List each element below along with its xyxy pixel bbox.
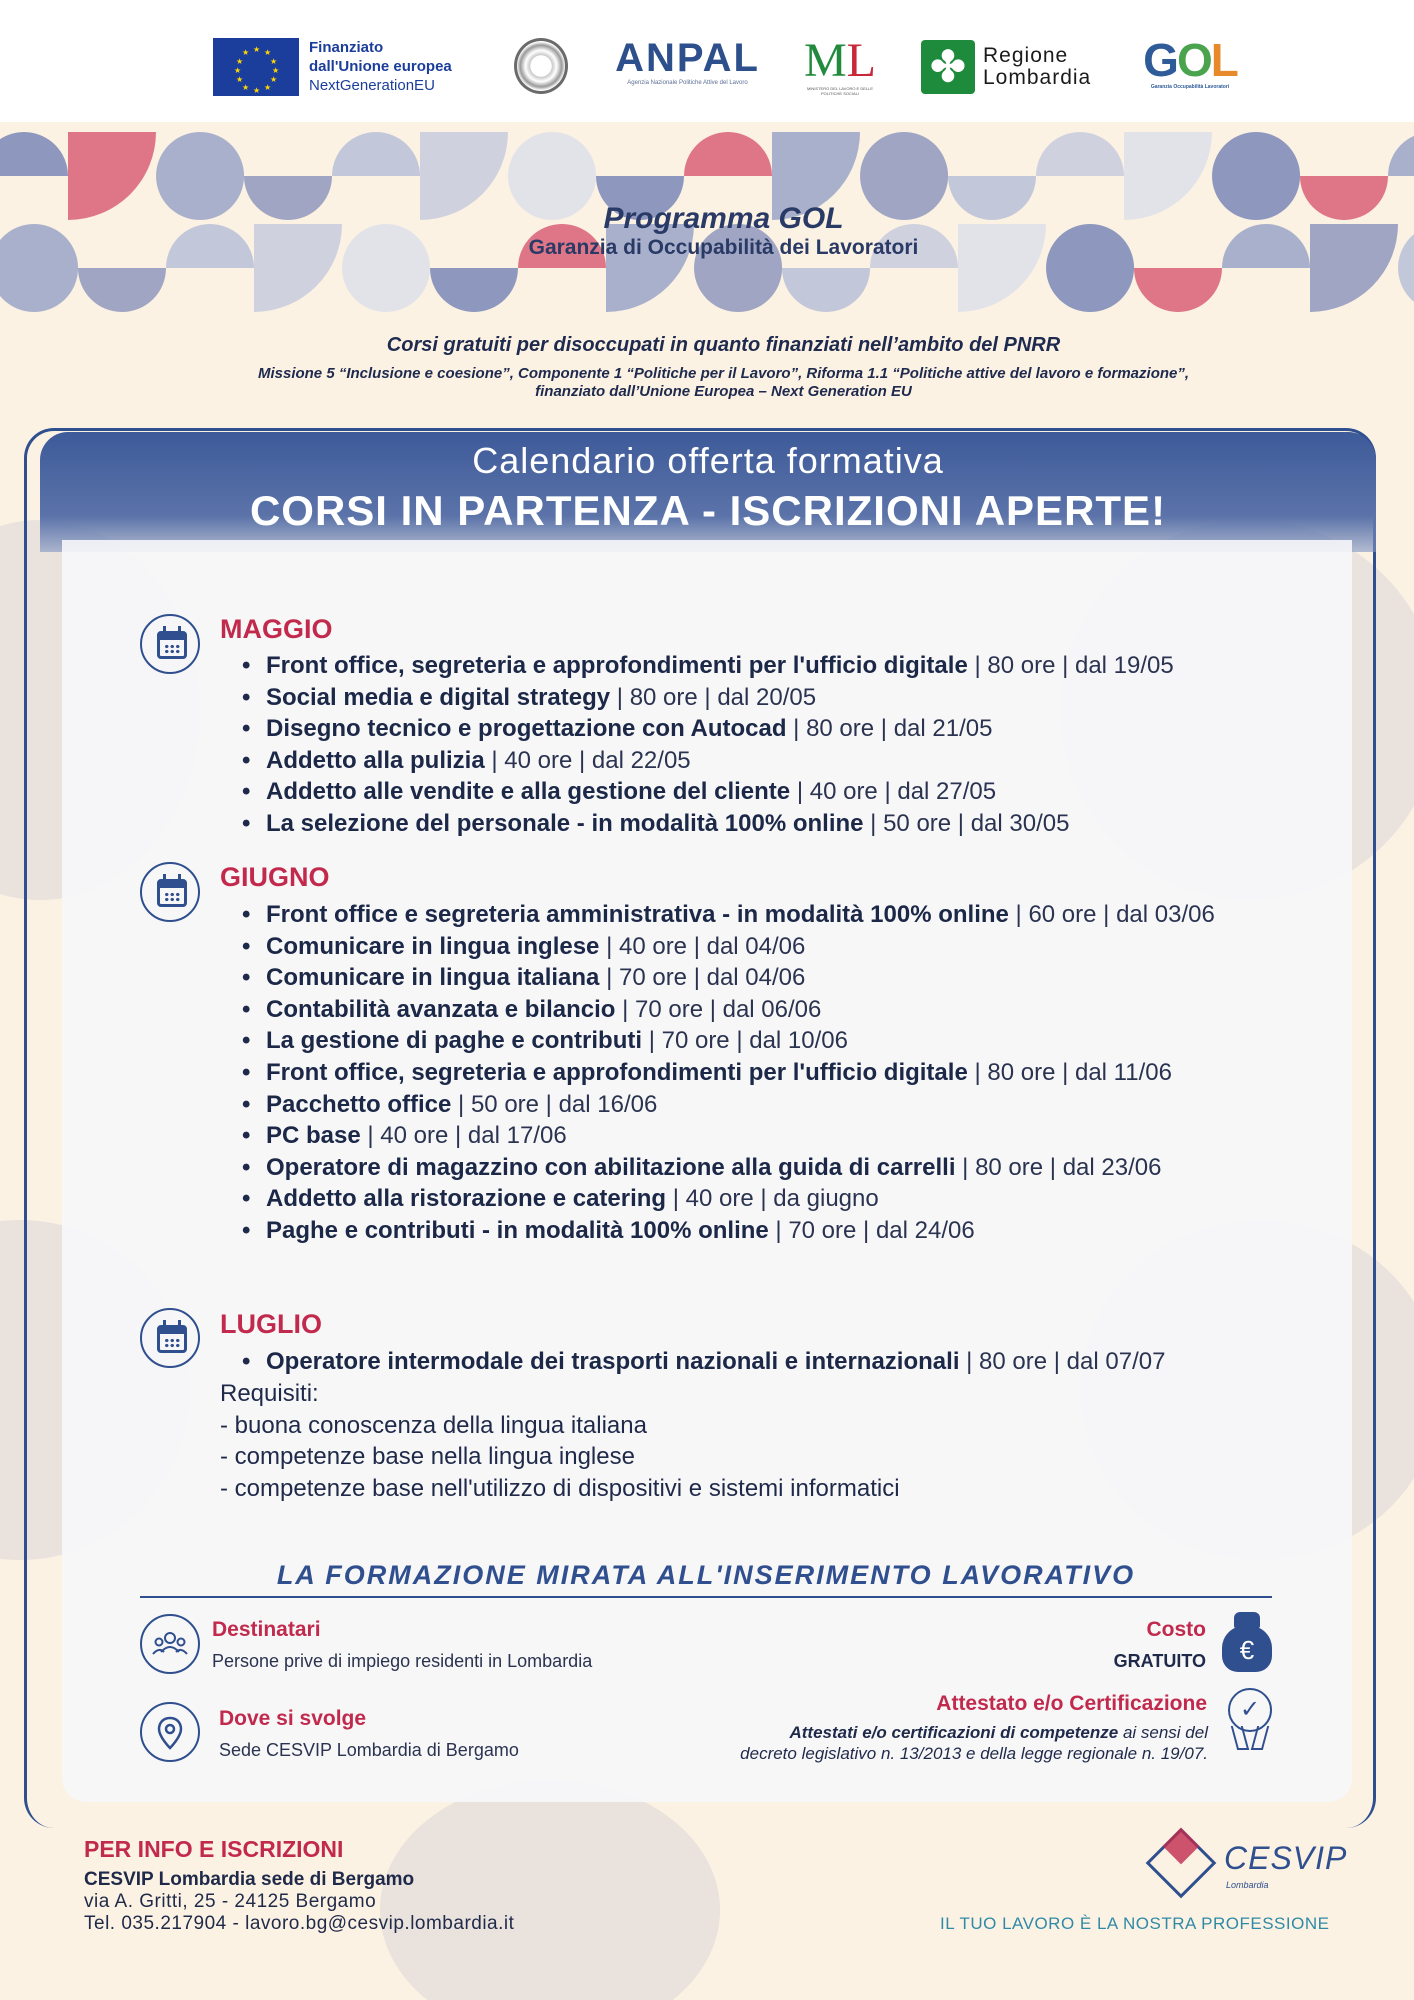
course-item [242, 994, 1272, 1026]
course-meta: | 70 ore | dal 06/06 [615, 995, 822, 1023]
pattern-shape [0, 132, 68, 176]
course-item [242, 808, 1272, 840]
banner-main: CORSI IN PARTENZA - ISCRIZIONI APERTE! [249, 487, 1167, 534]
course-item [242, 899, 1272, 931]
people-icon [140, 1614, 200, 1674]
course-item [242, 1346, 1272, 1378]
course-name: Disegno tecnico e progettazione con Autocad [266, 715, 787, 743]
banner-top: Calendario offerta formativa [472, 440, 944, 481]
regione-lombardia-logo [921, 40, 1091, 94]
pattern-shape [430, 268, 518, 312]
divider [140, 1596, 1272, 1598]
course-item [242, 1025, 1272, 1057]
course-item [242, 682, 1272, 714]
course-meta: | 40 ore | dal 17/06 [360, 1122, 567, 1150]
attestato-rest: ai sensi del [1118, 1723, 1208, 1742]
course-item [242, 650, 1272, 682]
eu-logo [213, 38, 452, 96]
costo-label: Costo [1146, 1618, 1206, 1641]
location-pin-icon [140, 1702, 200, 1762]
gol-l: L [1210, 34, 1237, 86]
eu-line1: Finanziato [309, 39, 384, 56]
anpal-logo [605, 36, 770, 96]
ministry-tagline: MINISTERO DEL LAVORO E DELLE POLITICHE SOCIALI [806, 86, 874, 96]
lombardia-text [983, 45, 1091, 89]
course-meta: | 80 ore | dal 20/05 [610, 683, 817, 711]
eu-flag-icon: ★ ★ ★ ★ ★ ★ ★ ★ ★ ★ ★ ★ [213, 38, 299, 96]
ministry-logo [800, 36, 880, 98]
gol-mark [1140, 36, 1240, 84]
costo-text: GRATUITO [1113, 1651, 1206, 1671]
course-meta: | 40 ore | dal 22/05 [484, 746, 691, 774]
gol-logo [1140, 36, 1240, 96]
course-name: Front office, segreteria e approfondimenti per l'ufficio digitale [266, 652, 968, 679]
calendar-icon [140, 614, 200, 674]
lombardia-rose-icon: ✤ [921, 40, 975, 94]
course-name: Front office, segreteria e approfondimenti per l'ufficio digitale [266, 1058, 968, 1086]
dove-text: Sede CESVIP Lombardia di Bergamo [219, 1740, 519, 1760]
course-meta: | 40 ore | da giugno [666, 1185, 879, 1213]
gol-g: G [1143, 34, 1177, 86]
dove-label: Dove si svolge [219, 1707, 367, 1730]
attestato-line2: decreto legislativo n. 13/2013 e della legge regionale n. 19/07. [740, 1744, 1208, 1763]
course-meta: | 40 ore | dal 27/05 [790, 778, 997, 806]
course-list-maggio [242, 650, 1272, 840]
pattern-shape [782, 268, 870, 312]
eu-line2: dall'Unione europea [309, 58, 452, 75]
course-name: Operatore intermodale dei trasporti nazionali e internazionali [266, 1348, 960, 1375]
eu-logo-text [309, 38, 452, 95]
course-name: Addetto alla pulizia [266, 746, 485, 774]
course-item [242, 1089, 1272, 1121]
course-list-giugno [242, 899, 1272, 1247]
course-item [242, 776, 1272, 808]
course-name: Front office e segreteria amministrativa - in modalità 100% online [266, 901, 1009, 928]
logo-bar [0, 0, 1414, 122]
course-item [242, 1057, 1272, 1089]
intro-sub [150, 365, 1297, 401]
course-name: Social media e digital strategy [266, 683, 611, 711]
ministry-mark-right: L [846, 34, 876, 87]
course-name: Operatore di magazzino con abilitazione alla guida di carrelli [266, 1153, 956, 1181]
calendar-icon [140, 862, 200, 922]
pattern-shape [1134, 268, 1222, 312]
badge-check: ✓ [1228, 1688, 1272, 1732]
course-meta: | 50 ore | dal 16/06 [451, 1090, 658, 1118]
certificate-badge-icon [1226, 1688, 1276, 1754]
money-bag-body: € [1222, 1626, 1272, 1672]
gol-o: O [1176, 34, 1211, 86]
italian-emblem-icon [514, 38, 568, 94]
course-name: Addetto alle vendite e alla gestione del cliente [266, 778, 791, 806]
slogan: IL TUO LAVORO È LA NOSTRA PROFESSIONE [940, 1914, 1330, 1933]
course-name: PC base [266, 1122, 361, 1150]
course-meta: | 70 ore | dal 04/06 [599, 964, 806, 992]
calendar-icon [140, 1308, 200, 1368]
destinatari-label: Destinatari [212, 1618, 321, 1641]
course-name: Contabilità avanzata e bilancio [266, 995, 616, 1023]
ministry-mark-left: M [803, 34, 847, 87]
attestato-line1 [660, 1722, 1208, 1743]
requirements [220, 1378, 1220, 1504]
requirement-item: - competenze base nella lingua inglese [220, 1443, 635, 1471]
intro-sub-line2: finanziato dall’Unione Europea – Next Generation EU [535, 383, 912, 400]
program-subtitle: Garanzia di Occupabilità dei Lavoratori [528, 236, 919, 259]
course-name: Comunicare in lingua inglese [266, 932, 600, 960]
eu-line3: NextGenerationEU [309, 77, 435, 94]
pattern-shape [332, 132, 420, 176]
money-bag-icon [1220, 1612, 1274, 1674]
course-name: Paghe e contributi - in modalità 100% online [266, 1216, 769, 1244]
cesvip-logo [1150, 1830, 1348, 1896]
course-name: Pacchetto office [266, 1090, 452, 1118]
course-item [242, 745, 1272, 777]
course-item [242, 1152, 1272, 1184]
cesvip-sub: Lombardia [1226, 1880, 1269, 1890]
footer-org: CESVIP Lombardia sede di Bergamo [84, 1869, 415, 1890]
course-meta: | 80 ore | dal 07/07 [959, 1348, 1166, 1375]
course-item [242, 1120, 1272, 1152]
requirements-title: Requisiti: [220, 1380, 319, 1407]
course-item [242, 962, 1272, 994]
course-item [242, 1183, 1272, 1215]
course-meta: | 60 ore | dal 03/06 [1008, 901, 1215, 928]
anpal-tagline: Agenzia Nazionale Politiche Attive del Lavoro [627, 80, 748, 86]
course-list-luglio [242, 1346, 1272, 1378]
course-meta: | 80 ore | dal 19/05 [967, 652, 1174, 679]
attestato-label: Attestato e/o Certificazione [936, 1692, 1207, 1715]
requirement-item: - competenze base nell'utilizzo di dispositivi e sistemi informatici [220, 1474, 900, 1502]
month-title-giugno: GIUGNO [220, 862, 330, 892]
course-meta: | 40 ore | dal 04/06 [599, 932, 806, 960]
pattern-shape [684, 132, 772, 176]
requirement-item: - buona conoscenza della lingua italiana [220, 1411, 647, 1439]
course-meta: | 70 ore | dal 24/06 [768, 1216, 975, 1244]
intro-line: Corsi gratuiti per disoccupati in quanto finanziati nell’ambito del PNRR [386, 334, 1061, 356]
attestato-bold: Attestati e/o certificazioni di competenze [789, 1723, 1119, 1742]
course-meta: | 50 ore | dal 30/05 [863, 809, 1070, 837]
gol-tagline: Garanzia Occupabilità Lavoratori [1150, 84, 1230, 90]
lombardia-line2: Lombardia [983, 66, 1092, 89]
pattern-shape [78, 268, 166, 312]
destinatari-text: Persone prive di impiego residenti in Lombardia [212, 1651, 593, 1671]
program-title: Programma GOL [603, 202, 844, 235]
anpal-name: ANPAL [615, 36, 760, 80]
pin-svg [142, 1704, 198, 1760]
footer-title: PER INFO E ISCRIZIONI [84, 1836, 344, 1862]
course-meta: | 80 ore | dal 11/06 [967, 1058, 1172, 1086]
course-meta: | 80 ore | dal 23/06 [955, 1153, 1162, 1181]
cesvip-name: CESVIP [1224, 1840, 1348, 1876]
course-meta: | 70 ore | dal 10/06 [642, 1027, 848, 1055]
course-name: La gestione di paghe e contributi [266, 1027, 643, 1055]
pattern-shape [1036, 132, 1124, 176]
calendar-body [157, 1325, 187, 1353]
footer-address: via A. Gritti, 25 - 24125 Bergamo [84, 1891, 377, 1912]
intro-sub-line1: Missione 5 “Inclusione e coesione”, Componente 1 “Politiche per il Lavoro”, Riforma 1.1 “Politiche attive del lavoro e formazione”, [257, 365, 1190, 382]
lombardia-line1: Regione [983, 44, 1069, 67]
course-name: Comunicare in lingua italiana [266, 964, 600, 992]
footer-contact[interactable]: Tel. 035.217904 - lavoro.bg@cesvip.lombardia.it [84, 1913, 515, 1934]
month-title-maggio: MAGGIO [220, 614, 333, 644]
people-svg [142, 1616, 198, 1672]
motto: LA FORMAZIONE MIRATA ALL'INSERIMENTO LAVORATIVO [276, 1560, 1136, 1590]
ministry-mark [800, 36, 880, 86]
calendar-body [157, 879, 187, 907]
month-title-luglio: LUGLIO [220, 1309, 322, 1339]
calendar-body [157, 631, 187, 659]
attestato-text [660, 1722, 1208, 1764]
course-meta: | 80 ore | dal 21/05 [786, 715, 993, 743]
cesvip-mark-icon [1146, 1828, 1217, 1899]
pattern-shape [1388, 132, 1414, 176]
course-item [242, 713, 1272, 745]
course-item [242, 1215, 1272, 1247]
course-name: Addetto alla ristorazione e catering [266, 1185, 667, 1213]
course-name: La selezione del personale - in modalità 100% online [266, 809, 864, 837]
course-item [242, 931, 1272, 963]
